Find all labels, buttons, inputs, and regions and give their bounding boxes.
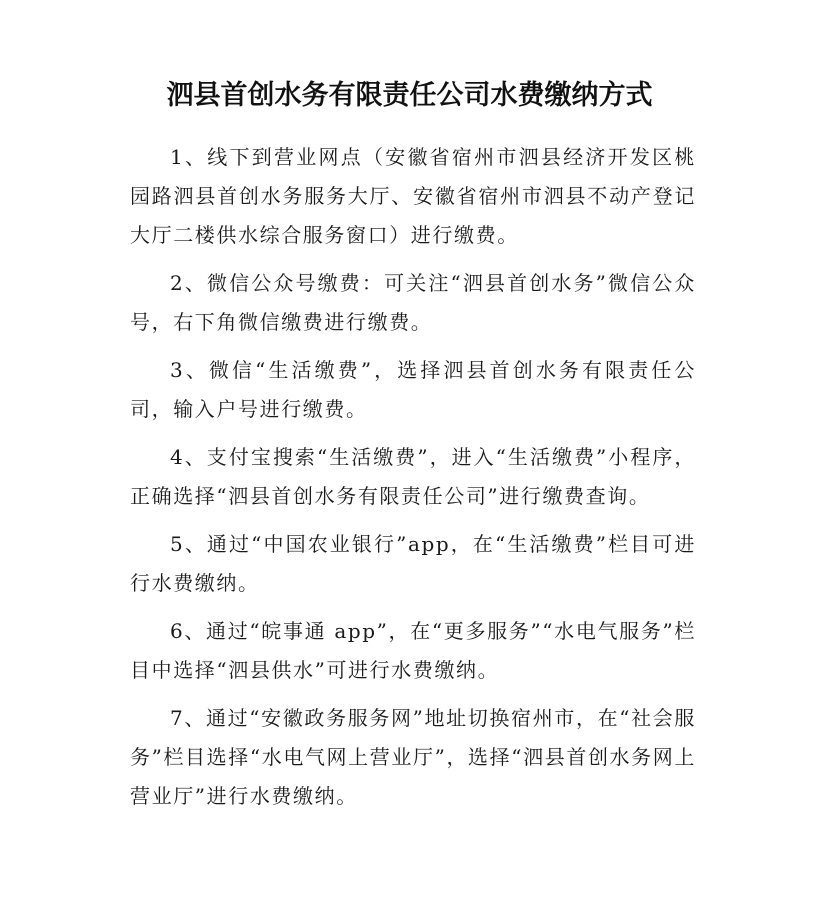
paragraph-6: 6、通过“皖事通 app”，在“更多服务”“水电气服务”栏目中选择“泗县供水”可进行水费缴纳。 [130,619,696,682]
paragraph-3: 3、微信“生活缴费”，选择泗县首创水务有限责任公司，输入户号进行缴费。 [130,358,696,421]
paragraph-4: 4、支付宝搜索“生活缴费”，进入“生活缴费”小程序，正确选择“泗县首创水务有限责任公司”进行缴费查询。 [130,445,696,508]
document-title: 泗县首创水务有限责任公司水费缴纳方式 [166,80,653,111]
paragraph-1: 1、线下到营业网点（安徽省宿州市泗县经济开发区桃园路泗县首创水务服务大厅、安徽省宿州市泗县不动产登记大厅二楼供水综合服务窗口）进行缴费。 [130,145,696,247]
paragraph-7: 7、通过“安徽政务服务网”地址切换宿州市，在“社会服务”栏目选择“水电气网上营业厅”，选择“泗县首创水务网上营业厅”进行水费缴纳。 [130,706,696,808]
paragraph-5: 5、通过“中国农业银行”app，在“生活缴费”栏目可进行水费缴纳。 [130,532,696,595]
paragraph-2: 2、微信公众号缴费：可关注“泗县首创水务”微信公众号，右下角微信缴费进行缴费。 [130,271,696,334]
document-body [130,138,696,825]
